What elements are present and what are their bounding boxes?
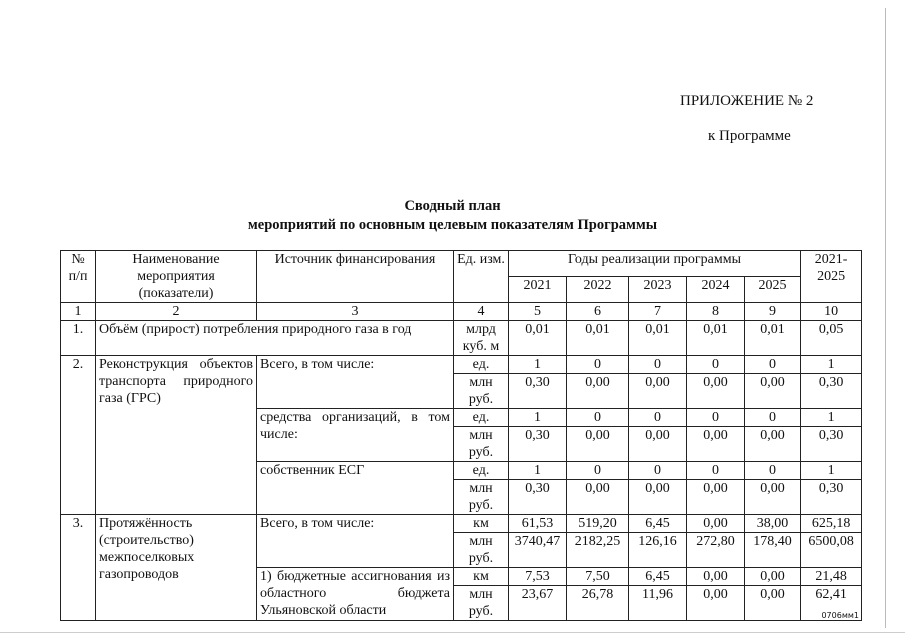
cell-value: 0,01 — [629, 321, 687, 356]
row-unit: млн руб. — [454, 533, 509, 568]
row-unit: млн руб. — [454, 586, 509, 621]
cell-value: 0,01 — [509, 321, 567, 356]
cell-value: 0,30 — [509, 374, 567, 409]
column-number: 10 — [801, 303, 862, 321]
cell-value: 0,00 — [629, 427, 687, 462]
row-name: Протяжённость (строительство) межпоселковых газопроводов — [96, 515, 257, 621]
row-unit: млн руб. — [454, 427, 509, 462]
table-row — [61, 321, 862, 356]
cell-value: 0,00 — [745, 586, 801, 621]
cell-value: 0 — [629, 356, 687, 374]
row-unit: млрд куб. м — [454, 321, 509, 356]
cell-total: 0,05 — [801, 321, 862, 356]
row-source: Всего, в том числе: — [257, 515, 454, 568]
cell-total: 1 — [801, 356, 862, 374]
column-number: 3 — [257, 303, 454, 321]
cell-value: 26,78 — [567, 586, 629, 621]
row-unit: млн руб. — [454, 480, 509, 515]
cell-value: 0,00 — [567, 480, 629, 515]
row-source: 1) бюджетные ассигнования из областного бюджета Ульяновской области — [257, 568, 454, 621]
cell-value: 0,00 — [567, 374, 629, 409]
header-unit: Ед. изм. — [454, 251, 509, 303]
header-year: 2025 — [745, 277, 801, 303]
cell-value: 6,45 — [629, 568, 687, 586]
scan-edge-line — [885, 8, 886, 628]
cell-value: 0,01 — [567, 321, 629, 356]
row-unit: км — [454, 515, 509, 533]
cell-value: 1 — [509, 462, 567, 480]
cell-value: 0,00 — [687, 568, 745, 586]
column-number: 2 — [96, 303, 257, 321]
cell-total: 0,30 — [801, 374, 862, 409]
table-row — [61, 515, 862, 533]
cell-value: 0,01 — [687, 321, 745, 356]
cell-value: 0 — [687, 462, 745, 480]
appendix-label: ПРИЛОЖЕНИЕ № 2 — [680, 93, 814, 109]
cell-value: 0 — [745, 356, 801, 374]
header-total: 2021-2025 — [801, 251, 862, 303]
document-code: 0706мм1 — [821, 611, 859, 620]
cell-value: 0,00 — [629, 480, 687, 515]
cell-value: 0,00 — [687, 427, 745, 462]
cell-total: 625,18 — [801, 515, 862, 533]
cell-value: 178,40 — [745, 533, 801, 568]
header-num: № п/п — [61, 251, 96, 303]
column-number: 6 — [567, 303, 629, 321]
row-source: собственник ЕСГ — [257, 462, 454, 515]
document-title: Сводный план — [404, 198, 501, 214]
cell-value: 0,00 — [745, 374, 801, 409]
table-row — [61, 356, 862, 374]
scan-bottom-line — [0, 632, 905, 633]
cell-value: 1 — [509, 409, 567, 427]
row-unit: км — [454, 568, 509, 586]
cell-total: 0,30 — [801, 427, 862, 462]
cell-value: 0 — [687, 409, 745, 427]
row-unit: ед. — [454, 356, 509, 374]
row-name: Реконструкция объектов транспорта природного газа (ГРС) — [96, 356, 257, 515]
cell-value: 6,45 — [629, 515, 687, 533]
cell-value: 3740,47 — [509, 533, 567, 568]
summary-plan-table — [60, 250, 862, 621]
cell-value: 519,20 — [567, 515, 629, 533]
header-year: 2024 — [687, 277, 745, 303]
cell-total: 1 — [801, 462, 862, 480]
cell-value: 0 — [567, 356, 629, 374]
cell-value: 0,00 — [567, 427, 629, 462]
cell-total: 6500,08 — [801, 533, 862, 568]
table-header-row — [61, 251, 862, 277]
cell-value: 11,96 — [629, 586, 687, 621]
column-number: 8 — [687, 303, 745, 321]
column-number-row — [61, 303, 862, 321]
cell-value: 0 — [745, 462, 801, 480]
cell-value: 0,00 — [687, 586, 745, 621]
header-name: Наименование мероприятия (показатели) — [96, 251, 257, 303]
document-subtitle: мероприятий по основным целевым показателям Программы — [247, 217, 658, 233]
header-years-group: Годы реализации программы — [509, 251, 801, 277]
cell-value: 7,53 — [509, 568, 567, 586]
cell-value: 0,00 — [745, 568, 801, 586]
cell-value: 272,80 — [687, 533, 745, 568]
cell-total: 0,30 — [801, 480, 862, 515]
cell-value: 0,00 — [745, 480, 801, 515]
header-year: 2022 — [567, 277, 629, 303]
cell-total: 1 — [801, 409, 862, 427]
cell-total: 62,41 — [801, 586, 862, 621]
cell-value: 0,00 — [687, 515, 745, 533]
row-name: Объём (прирост) потребления природного газа в год — [96, 321, 454, 356]
column-number: 5 — [509, 303, 567, 321]
row-unit: млн руб. — [454, 374, 509, 409]
cell-value: 0,00 — [687, 480, 745, 515]
cell-value: 23,67 — [509, 586, 567, 621]
cell-value: 0 — [567, 409, 629, 427]
cell-value: 61,53 — [509, 515, 567, 533]
cell-value: 0 — [687, 356, 745, 374]
cell-value: 126,16 — [629, 533, 687, 568]
cell-value: 0,00 — [745, 427, 801, 462]
column-number: 4 — [454, 303, 509, 321]
row-source: Всего, в том числе: — [257, 356, 454, 409]
row-num: 1. — [61, 321, 96, 356]
cell-value: 0,30 — [509, 427, 567, 462]
column-number: 9 — [745, 303, 801, 321]
cell-value: 38,00 — [745, 515, 801, 533]
header-year: 2023 — [629, 277, 687, 303]
cell-value: 1 — [509, 356, 567, 374]
row-unit: ед. — [454, 462, 509, 480]
row-num: 2. — [61, 356, 96, 515]
header-source: Источник финансирования — [257, 251, 454, 303]
cell-value: 0 — [629, 462, 687, 480]
cell-value: 7,50 — [567, 568, 629, 586]
column-number: 7 — [629, 303, 687, 321]
cell-value: 0 — [629, 409, 687, 427]
cell-value: 0,00 — [687, 374, 745, 409]
cell-value: 0,30 — [509, 480, 567, 515]
row-unit: ед. — [454, 409, 509, 427]
cell-value: 0,00 — [629, 374, 687, 409]
row-num: 3. — [61, 515, 96, 621]
cell-value: 2182,25 — [567, 533, 629, 568]
appendix-subtitle: к Программе — [708, 128, 791, 144]
column-number: 1 — [61, 303, 96, 321]
header-year: 2021 — [509, 277, 567, 303]
cell-total: 21,48 — [801, 568, 862, 586]
cell-value: 0 — [567, 462, 629, 480]
row-source: средства организаций, в том числе: — [257, 409, 454, 462]
cell-value: 0 — [745, 409, 801, 427]
cell-value: 0,01 — [745, 321, 801, 356]
